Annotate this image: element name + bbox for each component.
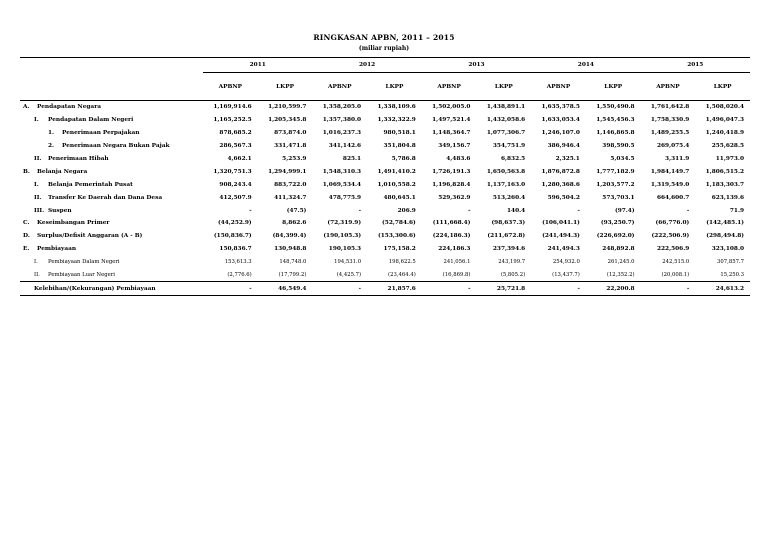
value-cell: (142,485.1) — [706, 220, 744, 227]
subcolumn-header: LKPP — [367, 73, 422, 101]
row-label: Belanja Negara — [37, 168, 88, 175]
value-cell: 11,973.0 — [715, 156, 744, 162]
subcolumn-header: APBNP — [422, 73, 477, 101]
row-code: I. — [34, 181, 39, 188]
value-cell: (241,494.3) — [542, 233, 580, 240]
row-code: B. — [23, 168, 30, 175]
table-row — [20, 165, 750, 178]
header-corner — [20, 73, 203, 101]
value-cell: 980,518.1 — [383, 130, 416, 137]
value-cell: (23,464.4) — [388, 272, 416, 279]
value-cell: 883,722.0 — [274, 181, 307, 188]
value-cell: (93,250.7) — [600, 220, 635, 227]
value-cell: 206.9 — [397, 207, 416, 214]
value-cell: (12,352.2) — [606, 272, 635, 279]
value-cell: 398,590.5 — [602, 143, 635, 150]
year-header: 2012 — [312, 58, 421, 73]
value-cell: 1,332,322.9 — [377, 117, 416, 124]
value-cell: (47.5) — [286, 207, 307, 214]
row-label-cell — [20, 204, 203, 217]
value-cell: 1,205,345.8 — [268, 117, 307, 124]
value-cell: 480,645.1 — [383, 194, 416, 201]
value-cell: 351,804.8 — [383, 143, 416, 150]
value-cell: 8,862.6 — [282, 220, 307, 227]
value-cell: 269,075.4 — [656, 143, 690, 150]
value-cell: (20,008.1) — [661, 272, 690, 279]
table-row — [20, 256, 750, 269]
value-cell: 349,156.7 — [438, 143, 471, 150]
value-cell: - — [203, 282, 258, 296]
value-cell: 513,260.4 — [492, 194, 526, 201]
value-cell: (16,869.8) — [442, 272, 471, 279]
value-cell: 386,946.4 — [547, 143, 580, 150]
table-row — [20, 140, 750, 153]
row-code: III. — [34, 207, 45, 214]
value-cell: 175,158.2 — [383, 246, 416, 253]
table-row — [20, 153, 750, 166]
value-cell: 1,633,053.4 — [541, 117, 580, 124]
value-cell: 1,438,891.1 — [486, 104, 526, 111]
value-cell: 286,567.3 — [219, 143, 252, 150]
value-cell: 623,139.6 — [711, 194, 744, 201]
value-cell: 307,857.7 — [717, 259, 744, 266]
row-label-cell — [20, 243, 203, 256]
row-code: I. — [34, 117, 39, 124]
value-cell: 1,548,310.3 — [322, 168, 362, 175]
value-cell: 5,034.5 — [610, 156, 635, 162]
value-cell: (153,300.6) — [378, 233, 416, 240]
value-cell: 5,786.8 — [391, 156, 416, 162]
value-cell: 71.9 — [729, 207, 744, 214]
row-code: II. — [34, 156, 42, 162]
row-label-cell — [20, 114, 203, 127]
value-cell: 1,280,368.6 — [541, 181, 580, 188]
value-cell: 241,494.3 — [547, 246, 580, 253]
value-cell: 198,622.5 — [388, 259, 416, 266]
table-row — [20, 127, 750, 140]
value-cell: 148,748.0 — [279, 259, 307, 266]
value-cell: 323,108.0 — [711, 246, 744, 253]
row-label-cell — [20, 140, 203, 153]
row-code: E. — [23, 246, 30, 253]
value-cell: 354,751.9 — [492, 143, 526, 150]
value-cell: - — [468, 207, 471, 214]
row-label-cell — [20, 282, 203, 296]
subcolumn-header: APBNP — [531, 73, 586, 101]
value-cell: (97.4) — [614, 207, 635, 214]
value-cell: 1,806,515.2 — [705, 168, 744, 175]
value-cell: 908,243.4 — [219, 181, 252, 188]
value-cell: 241,056.1 — [443, 259, 471, 266]
value-cell: 140.4 — [507, 207, 526, 214]
subcolumn-header: APBNP — [312, 73, 367, 101]
row-label-cell — [20, 191, 203, 204]
value-cell: 596,504.2 — [547, 194, 580, 201]
value-cell: 4,662.1 — [227, 156, 252, 162]
row-code: 2. — [48, 143, 55, 150]
value-cell: (52,784.6) — [382, 220, 416, 227]
value-cell: 1,210,599.7 — [268, 104, 307, 111]
value-cell: - — [531, 282, 586, 296]
row-label-cell — [20, 269, 203, 282]
value-cell: 873,874.0 — [274, 130, 307, 137]
value-cell: 1,545,456.3 — [596, 117, 635, 124]
year-header: 2013 — [422, 58, 531, 73]
value-cell: 1,777,182.9 — [596, 168, 635, 175]
year-header: 2015 — [641, 58, 750, 73]
value-cell: 130,948.8 — [274, 246, 307, 253]
value-cell: (17,799.2) — [278, 272, 307, 279]
subcolumn-header: LKPP — [258, 73, 313, 101]
table-row — [20, 204, 750, 217]
value-cell: 1,077,306.7 — [486, 130, 526, 137]
value-cell: 1,508,020.4 — [705, 104, 744, 111]
apbn-summary-table — [20, 57, 750, 296]
table-body — [20, 101, 750, 296]
row-label-cell — [20, 153, 203, 166]
value-cell: (72,319.9) — [327, 220, 362, 227]
row-label-cell — [20, 165, 203, 178]
value-cell: 1,358,205.0 — [322, 104, 362, 111]
page-title: RINGKASAN APBN, 2011 – 2015 — [313, 33, 455, 42]
table-row — [20, 269, 750, 282]
row-label: Pendapatan Negara — [37, 104, 101, 111]
value-cell: 1,726,191.3 — [432, 168, 471, 175]
value-cell: - — [686, 207, 690, 214]
value-cell: 1,491,410.2 — [377, 168, 416, 175]
row-label-cell — [20, 178, 203, 191]
row-code: D. — [23, 233, 30, 240]
subcolumn-header: LKPP — [476, 73, 531, 101]
value-cell: 3,311.9 — [665, 156, 690, 162]
row-label-cell — [20, 217, 203, 230]
value-cell: 1,010,558.2 — [377, 181, 416, 188]
value-cell: 153,613.3 — [224, 259, 252, 266]
value-cell: (66,776.0) — [655, 220, 690, 227]
value-cell: 1,319,549.0 — [650, 181, 690, 188]
value-cell: 411,324.7 — [274, 194, 307, 201]
value-cell: (106,041.1) — [542, 220, 580, 227]
value-cell: (4,425.7) — [336, 272, 362, 279]
value-cell: 22,200.8 — [586, 282, 641, 296]
value-cell: 4,483.6 — [446, 156, 471, 162]
value-cell: 261,245.0 — [607, 259, 635, 266]
row-label: Pembiayaan Dalam Negeri — [48, 259, 120, 266]
value-cell: 25,721.8 — [476, 282, 531, 296]
value-cell: (13,437.7) — [552, 272, 580, 279]
year-header: 2011 — [203, 58, 312, 73]
value-cell: 1,169,914.6 — [213, 104, 252, 111]
value-cell: 222,506.9 — [656, 246, 690, 253]
year-header-row — [20, 58, 750, 73]
row-label: Pembiayaan Luar Negeri — [48, 272, 115, 279]
row-code: A. — [23, 104, 30, 111]
value-cell: (298,494.8) — [706, 233, 744, 240]
value-cell: (224,186.3) — [432, 233, 471, 240]
value-cell: (5,805.2) — [500, 272, 526, 279]
value-cell: 1,148,364.7 — [432, 130, 471, 137]
header-corner — [20, 58, 203, 73]
row-code: I. — [34, 259, 38, 266]
value-cell: (190,105.3) — [323, 233, 362, 240]
value-cell: 529,362.9 — [438, 194, 471, 201]
value-cell: 1,137,163.0 — [486, 181, 526, 188]
value-cell: 6,832.5 — [500, 156, 526, 162]
value-cell: 194,531.0 — [334, 259, 362, 266]
table-row — [20, 230, 750, 243]
table-row — [20, 101, 750, 114]
row-label: Transfer Ke Daerah dan Dana Desa — [48, 194, 163, 201]
value-cell: - — [577, 207, 580, 214]
row-label-cell — [20, 127, 203, 140]
year-header: 2014 — [531, 58, 640, 73]
value-cell: (98,637.3) — [491, 220, 526, 227]
value-cell: - — [249, 207, 252, 214]
value-cell: 1,183,303.7 — [705, 181, 744, 188]
value-cell: 1,496,047.3 — [705, 117, 744, 124]
row-label-cell — [20, 101, 203, 114]
value-cell: 1,761,642.8 — [650, 104, 690, 111]
row-code: C. — [23, 220, 30, 227]
row-label: Penerimaan Hibah — [48, 156, 109, 162]
subcolumn-header: LKPP — [695, 73, 750, 101]
value-cell: 24,613.2 — [695, 282, 750, 296]
value-cell: 1,650,563.8 — [486, 168, 526, 175]
value-cell: 1,165,252.5 — [213, 117, 252, 124]
value-cell: 825.1 — [342, 156, 362, 162]
value-cell: 150,836.7 — [219, 246, 252, 253]
table-row — [20, 243, 750, 256]
row-code: II. — [34, 194, 42, 201]
value-cell: 1,203,577.2 — [596, 181, 635, 188]
subcolumn-header: APBNP — [641, 73, 696, 101]
value-cell: - — [358, 207, 362, 214]
value-cell: 224,186.3 — [438, 246, 471, 253]
value-cell: 573,703.1 — [602, 194, 635, 201]
value-cell: (222,506.9) — [651, 233, 690, 240]
value-cell: - — [422, 282, 477, 296]
value-cell: 412,507.9 — [219, 194, 252, 201]
value-cell: 1,876,872.8 — [541, 168, 580, 175]
value-cell: 190,105.3 — [328, 246, 362, 253]
table-row — [20, 114, 750, 127]
value-cell: 1,240,418.9 — [705, 130, 744, 137]
value-cell: 1,502,005.0 — [432, 104, 471, 111]
value-cell: 1,196,828.4 — [432, 181, 471, 188]
value-cell: 1,294,999.1 — [268, 168, 307, 175]
value-cell: 1,146,865.8 — [596, 130, 635, 137]
row-label: Penerimaan Perpajakan — [62, 130, 140, 137]
value-cell: 5,253.9 — [282, 156, 307, 162]
page-subtitle: (miliar rupiah) — [358, 45, 410, 52]
value-cell: 478,775.9 — [328, 194, 362, 201]
row-label: Suspen — [48, 207, 72, 214]
table-row — [20, 217, 750, 230]
value-cell: (44,252.9) — [217, 220, 252, 227]
value-cell: 1,338,109.6 — [377, 104, 416, 111]
value-cell: 15,250.3 — [720, 272, 744, 279]
value-cell: 248,892.8 — [602, 246, 635, 253]
value-cell: 878,685.2 — [219, 130, 252, 137]
row-code: II. — [34, 272, 40, 279]
value-cell: 242,515.0 — [662, 259, 690, 266]
value-cell: 341,142.6 — [328, 143, 362, 150]
value-cell: 1,016,237.3 — [322, 130, 362, 137]
row-label: Pembiayaan — [37, 246, 77, 253]
value-cell: 1,357,380.0 — [322, 117, 362, 124]
value-cell: 1,497,521.4 — [432, 117, 471, 124]
value-cell: (226,692.0) — [596, 233, 635, 240]
value-cell: 1,550,490.8 — [596, 104, 635, 111]
row-label: Belanja Pemerintah Pusat — [48, 181, 133, 188]
table-row — [20, 178, 750, 191]
row-label: Surplus/Defisit Anggaran (A - B) — [37, 233, 143, 240]
subcolumn-header-row — [20, 73, 750, 101]
value-cell: 237,394.6 — [492, 246, 526, 253]
value-cell: 21,857.6 — [367, 282, 422, 296]
value-cell: 331,471.8 — [274, 143, 307, 150]
value-cell: 1,320,751.3 — [213, 168, 252, 175]
value-cell: (150,836.7) — [213, 233, 252, 240]
row-label-cell — [20, 256, 203, 269]
value-cell: - — [312, 282, 367, 296]
value-cell: 1,758,330.9 — [650, 117, 690, 124]
value-cell: (111,668.4) — [432, 220, 471, 227]
value-cell: 1,984,149.7 — [650, 168, 690, 175]
value-cell: 1,432,058.6 — [486, 117, 526, 124]
table-row — [20, 191, 750, 204]
value-cell: 1,246,107.0 — [541, 130, 580, 137]
value-cell: - — [641, 282, 696, 296]
value-cell: 255,628.5 — [711, 143, 744, 150]
row-label-cell — [20, 230, 203, 243]
value-cell: 1,069,534.4 — [322, 181, 362, 188]
subcolumn-header: LKPP — [586, 73, 641, 101]
value-cell: 2,325.1 — [555, 156, 580, 162]
value-cell: 46,549.4 — [258, 282, 313, 296]
value-cell: (2,776.6) — [227, 272, 252, 279]
value-cell: (211,672.8) — [487, 233, 526, 240]
subcolumn-header: APBNP — [203, 73, 258, 101]
value-cell: 1,489,255.5 — [650, 130, 690, 137]
row-label: Keseimbangan Primer — [37, 220, 110, 227]
value-cell: 1,635,378.5 — [541, 104, 580, 111]
value-cell: 254,932.0 — [552, 259, 580, 266]
row-code: 1. — [48, 130, 55, 137]
row-label: Pendapatan Dalam Negeri — [48, 117, 134, 124]
value-cell: (84,399.4) — [272, 233, 307, 240]
row-label: Penerimaan Negara Bukan Pajak — [62, 143, 170, 150]
table-row — [20, 282, 750, 296]
value-cell: 243,199.7 — [498, 259, 526, 266]
value-cell: 664,600.7 — [656, 194, 690, 201]
row-label: Kelebihan/(Kekurangan) Pembiayaan — [34, 285, 156, 292]
